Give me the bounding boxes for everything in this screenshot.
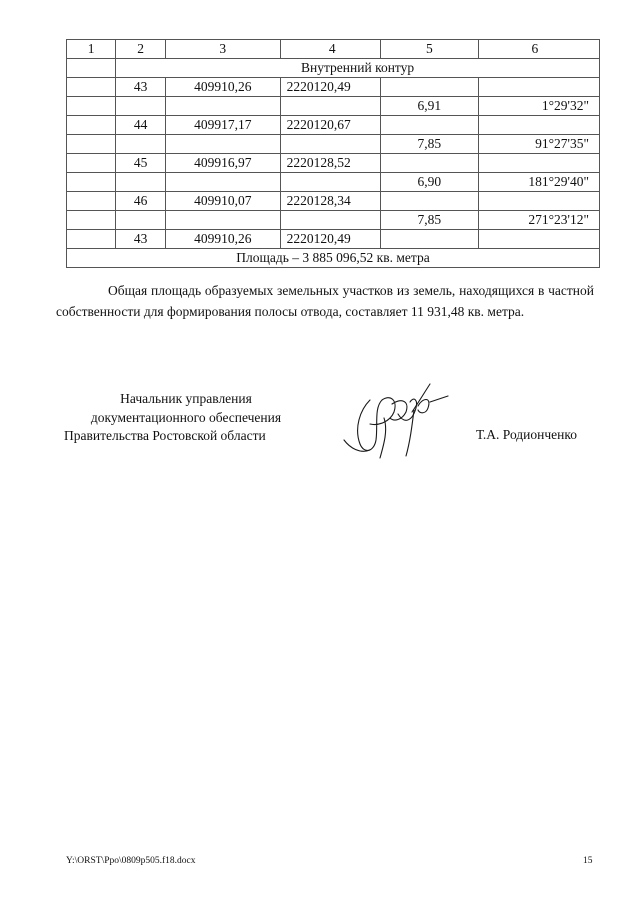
signer-line-2: документационного обеспечения [90,409,282,425]
table-cell-c5 [380,154,478,173]
table-row [67,154,600,173]
table-cell-c6: 181°29'40" [478,173,599,192]
header-cell: 5 [380,40,478,59]
table-row [67,211,600,230]
table-cell-c5 [380,78,478,97]
table-cell-c1 [67,230,116,249]
table-cell-c4: 2220128,34 [280,192,380,211]
table-cell-c5: 7,85 [380,135,478,154]
table-cell-c4 [280,97,380,116]
table-cell-c3: 409917,17 [165,116,280,135]
table-cell-c5: 7,85 [380,211,478,230]
table-cell-c6: 1°29'32" [478,97,599,116]
table-header-row [67,40,600,59]
paragraph-text: Общая площадь образуемых земельных участков из земель, находящихся в частной собственности для формирования полосы отвода, составляет 11 931,48 кв. метра. [56,283,594,319]
table-cell-c4 [280,135,380,154]
table-cell-c5: 6,90 [380,173,478,192]
section-title: Внутренний контур [116,59,600,78]
table-cell-c1 [67,192,116,211]
table-cell-c3: 409910,07 [165,192,280,211]
table-row [67,230,600,249]
table-cell-c1 [67,173,116,192]
table-cell-c2: 43 [116,78,166,97]
table-cell-c2: 45 [116,154,166,173]
table-row [67,192,600,211]
table-cell-c5 [380,116,478,135]
table-cell-c3: 409916,97 [165,154,280,173]
table-cell-c4: 2220128,52 [280,154,380,173]
table-cell-c2 [116,97,166,116]
table-cell-c2 [116,211,166,230]
table-row [67,78,600,97]
table-cell-c3 [165,173,280,192]
table-cell-c3 [165,135,280,154]
table-cell-c3 [165,211,280,230]
signer-line-1: Начальник управления [120,391,252,406]
header-cell: 3 [165,40,280,59]
table-cell-c2: 44 [116,116,166,135]
table-cell-c1 [67,78,116,97]
signer-title-block [66,390,306,446]
section-title-row [67,59,600,78]
table-cell-c6 [478,230,599,249]
signer-line-3: Правительства Ростовской области [64,428,266,443]
table-cell-c6: 91°27'35" [478,135,599,154]
handwritten-signature [340,378,455,468]
area-summary-paragraph [56,280,594,322]
table-cell-c5: 6,91 [380,97,478,116]
table-cell-c1 [67,135,116,154]
table-cell-c3: 409910,26 [165,78,280,97]
table-cell-c2: 46 [116,192,166,211]
table-cell-c4: 2220120,49 [280,230,380,249]
table-cell-c3 [165,97,280,116]
table-cell-c6 [478,116,599,135]
header-cell: 2 [116,40,166,59]
table-cell-c4: 2220120,67 [280,116,380,135]
table-cell-c6 [478,192,599,211]
table-cell-c6 [478,78,599,97]
table-row [67,116,600,135]
table-cell-c3: 409910,26 [165,230,280,249]
signer-name: Т.А. Родионченко [476,427,577,442]
table-cell-c4: 2220120,49 [280,78,380,97]
table-cell-c1 [67,211,116,230]
table-cell-c4 [280,211,380,230]
area-total: Площадь – 3 885 096,52 кв. метра [67,249,600,268]
table-cell-c2 [116,135,166,154]
table-cell-c4 [280,173,380,192]
header-cell: 1 [67,40,116,59]
table-cell-c5 [380,192,478,211]
header-cell: 6 [478,40,599,59]
footer-file-path: Y:\ORST\Ppo\0809p505.f18.docx [66,856,196,866]
table-row [67,135,600,154]
table-cell-c2: 43 [116,230,166,249]
table-row [67,97,600,116]
page-number: 15 [583,856,593,866]
empty-cell [67,59,116,78]
table-cell-c6: 271°23'12" [478,211,599,230]
table-cell-c1 [67,154,116,173]
table-cell-c1 [67,116,116,135]
area-row [67,249,600,268]
table-cell-c6 [478,154,599,173]
coordinates-table [66,39,600,268]
table-row [67,173,600,192]
table-cell-c5 [380,230,478,249]
table-cell-c1 [67,97,116,116]
header-cell: 4 [280,40,380,59]
table-cell-c2 [116,173,166,192]
